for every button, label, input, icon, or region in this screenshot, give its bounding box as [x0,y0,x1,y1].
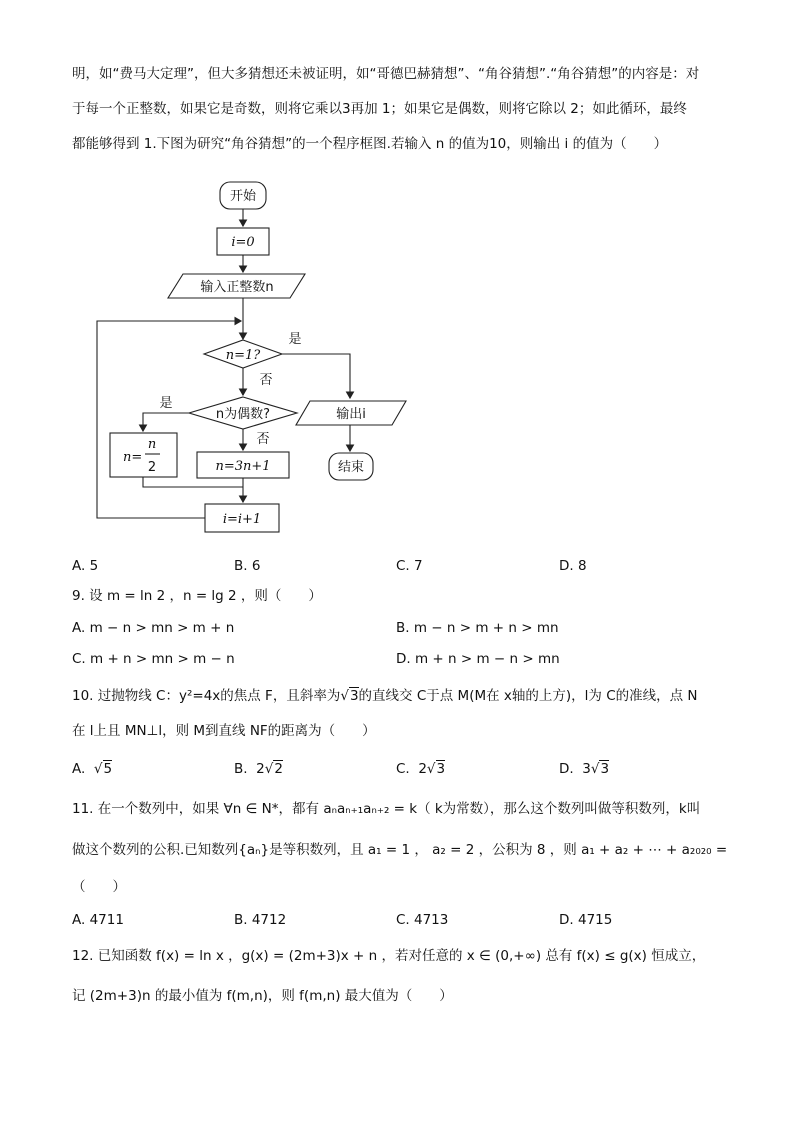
start-label: 开始 [229,189,257,204]
q10-b-label: B. [234,761,248,777]
q10-stem-radicand: 3 [349,688,359,704]
output-label: 输出i [336,407,366,422]
q8-option-a: A. 5 [72,558,99,574]
q10-b-coef: 2 [256,761,265,777]
decision-1-label: n=1? [225,348,261,363]
decision-2-label: n为偶数? [215,407,271,422]
q10-stem-line-1 [72,686,698,706]
intro-line-1: 明，如“费马大定理”，但大多猜想还未被证明，如“哥德巴赫猜想”、“角谷猜想”.“角谷猜想”的内容是：对 [72,66,700,82]
q10-c-radicand: 3 [436,761,446,777]
q10-a-label: A. [72,761,86,777]
halve-prefix: n= [123,450,143,465]
sqrt-symbol: √ [264,761,274,777]
q9-option-c: C. m + n > mn > m − n [72,651,235,667]
init-label: i=0 [231,235,255,250]
q8-option-b: B. 6 [234,558,261,574]
q10-d-label: D. [559,761,574,777]
no-label-2: 否 [256,432,270,447]
q9-option-a: A. m − n > mn > m + n [72,620,235,636]
q11-option-b: B. 4712 [234,912,287,928]
q9-stem: 9. 设 m = ln 2 ，n = lg 2 ，则（ ） [72,588,322,604]
input-label: 输入正整数n [200,280,274,295]
halve-box [110,433,177,477]
q10-d-radicand: 3 [600,761,610,777]
sqrt-symbol: √ [590,761,600,777]
q10-stem-b: 的直线交 C于点 M(M在 x轴的上方)，l为 C的准线，点 N [358,688,698,704]
triple-label: n=3n+1 [215,459,271,474]
q10-stem-a: 10. 过抛物线 C：y²=4x的焦点 F，且斜率为 [72,688,341,704]
increment-label: i=i+1 [222,512,262,527]
q10-stem-line-2: 在 l上且 MN⊥l，则 M到直线 NF的距离为（ ） [72,723,376,739]
q10-option-d [559,759,609,779]
q10-option-b [234,759,283,779]
q11-option-d: D. 4715 [559,912,613,928]
halve-numerator: n [147,437,157,452]
q11-line-3: （ ） [72,879,126,895]
q12-line-2: 记 (2m+3)n 的最小值为 f(m,n)，则 f(m,n) 最大值为（ ） [72,988,453,1004]
q10-d-coef: 3 [582,761,591,777]
q11-option-a: A. 4711 [72,912,124,928]
q10-option-c [396,759,445,779]
q12-line-1: 12. 已知函数 f(x) = ln x ，g(x) = (2m+3)x + n ，若对任意的 x ∈ (0,+∞) 总有 f(x) ≤ g(x) 恒成立， [72,948,706,964]
q11-line-2: 做这个数列的公积.已知数列{aₙ}是等积数列，且 a₁ = 1 ， a₂ = 2 ，公积为 8 ，则 a₁ + a₂ + ⋯ + a₂₀₂₀ = [72,842,728,858]
sqrt-symbol: √ [340,688,349,704]
intro-line-2: 于每一个正整数，如果它是奇数，则将它乘以3再加 1；如果它是偶数，则将它除以 2；如此循环，最终 [72,101,687,117]
end-label: 结束 [337,460,365,475]
q10-c-coef: 2 [418,761,427,777]
yes-label-2: 是 [159,396,173,411]
q9-option-b: B. m − n > m + n > mn [396,620,559,636]
flowchart [0,0,794,560]
q9-option-d: D. m + n > m − n > mn [396,651,560,667]
halve-denominator: 2 [147,460,157,475]
q10-option-a [72,759,112,779]
yes-label-1: 是 [288,332,302,347]
q11-line-1: 11. 在一个数列中，如果 ∀n ∈ N*，都有 aₙaₙ₊₁aₙ₊₂ = k（ k为常数），那么这个数列叫做等积数列，k叫 [72,801,701,817]
no-label-1: 否 [259,373,273,388]
q10-c-label: C. [396,761,410,777]
q10-a-radicand: 5 [103,761,113,777]
q8-option-d: D. 8 [559,558,587,574]
q8-option-c: C. 7 [396,558,423,574]
intro-line-3: 都能够得到 1.下图为研究“角谷猜想”的一个程序框图.若输入 n 的值为10，则输出 i 的值为（ ） [72,136,668,152]
sqrt-symbol: √ [93,761,103,777]
q10-b-radicand: 2 [274,761,283,777]
sqrt-symbol: √ [426,761,436,777]
q11-option-c: C. 4713 [396,912,449,928]
